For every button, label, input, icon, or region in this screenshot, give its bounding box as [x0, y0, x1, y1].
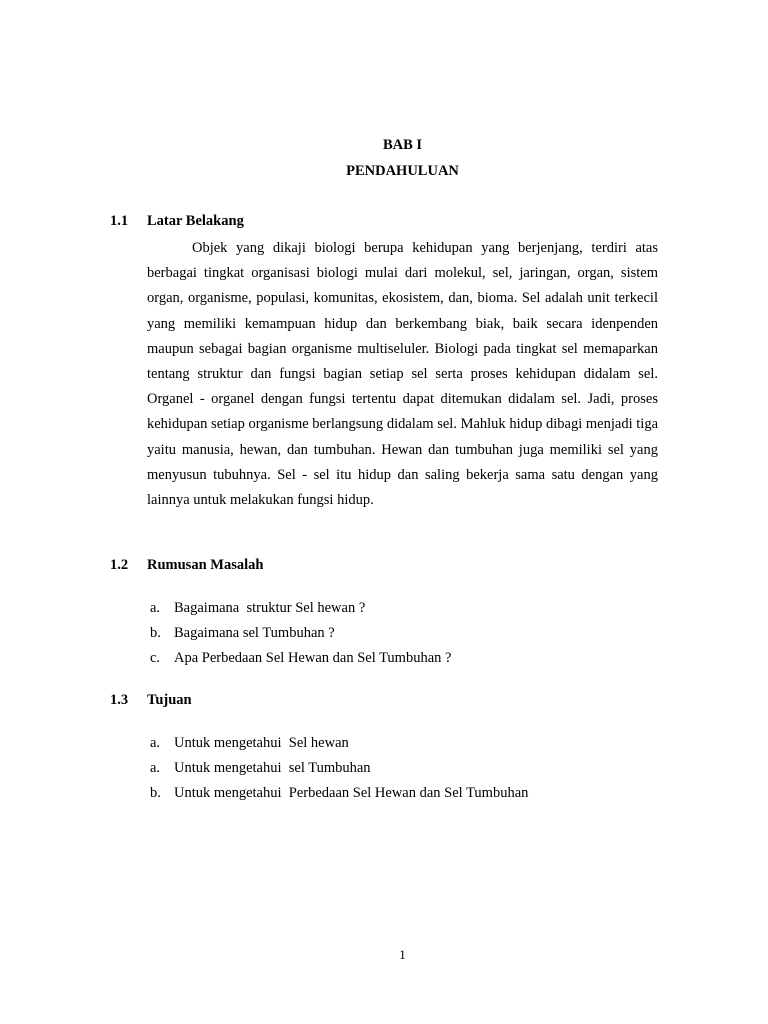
section-title: Latar Belakang — [147, 213, 244, 229]
list-item — [150, 731, 528, 756]
list-marker: a. — [150, 760, 161, 776]
rumusan-masalah-list — [150, 596, 451, 671]
section-heading-rumusan-masalah — [110, 557, 263, 574]
list-marker: a. — [150, 735, 161, 751]
list-item-text: Untuk mengetahui Perbedaan Sel Hewan dan Sel Tumbuhan — [174, 785, 529, 801]
list-item — [150, 781, 528, 806]
section-number: 1.2 — [110, 557, 129, 573]
section-title: Rumusan Masalah — [147, 557, 264, 573]
list-item-text: Untuk mengetahui Sel hewan — [174, 735, 349, 751]
list-item-text: Bagaimana struktur Sel hewan ? — [174, 600, 366, 616]
list-item — [150, 596, 451, 621]
list-item — [150, 756, 528, 781]
chapter-number: BAB I — [382, 137, 423, 153]
chapter-title: PENDAHULUAN — [346, 163, 459, 179]
section-heading-tujuan — [110, 692, 192, 709]
list-marker: b. — [150, 625, 161, 641]
list-item — [150, 646, 451, 671]
list-marker: b. — [150, 785, 161, 801]
section-number: 1.3 — [110, 692, 129, 708]
section-title: Tujuan — [147, 692, 192, 708]
list-marker: a. — [150, 600, 161, 616]
latar-belakang-paragraph: Objek yang dikaji biologi berupa kehidupan yang berjenjang, terdiri atas berbagai tingkat organisasi biologi mulai dari molekul, sel, jaringan, organ, sistem organ, organisme, populasi, komunitas, ekosistem, dan, bioma. Sel adalah unit terkecil yang memiliki kemampuan hidup dan berkembang biak, baik secara idenpenden maupun sebagai bagian organisme multiseluler. Biologi pada tingkat sel memaparkan tentang struktur dan fungsi bagian setiap sel serta proses kehidupan didalam sel. Organel - organel dengan fungsi tertentu dapat ditemukan didalam sel. Jadi, proses kehidupan setiap organisme berlangsung didalam sel. Mahluk hidup dibagi menjadi tiga yaitu manusia, hewan, dan tumbuhan. Hewan dan tumbuhan juga memiliki sel yang menyusun tubuhnya. Sel - sel itu hidup dan saling bekerja sama satu dengan yang lainnya untuk melakukan fungsi hidup. — [147, 240, 658, 509]
section-number: 1.1 — [110, 213, 129, 229]
list-item-text: Bagaimana sel Tumbuhan ? — [174, 625, 335, 641]
list-item-text: Apa Perbedaan Sel Hewan dan Sel Tumbuhan ? — [174, 650, 452, 666]
tujuan-list — [150, 731, 528, 806]
page-number: 1 — [399, 947, 406, 962]
list-marker: c. — [150, 650, 161, 666]
list-item — [150, 621, 451, 646]
list-item-text: Untuk mengetahui sel Tumbuhan — [174, 760, 371, 776]
section-heading-latar-belakang — [110, 213, 244, 230]
